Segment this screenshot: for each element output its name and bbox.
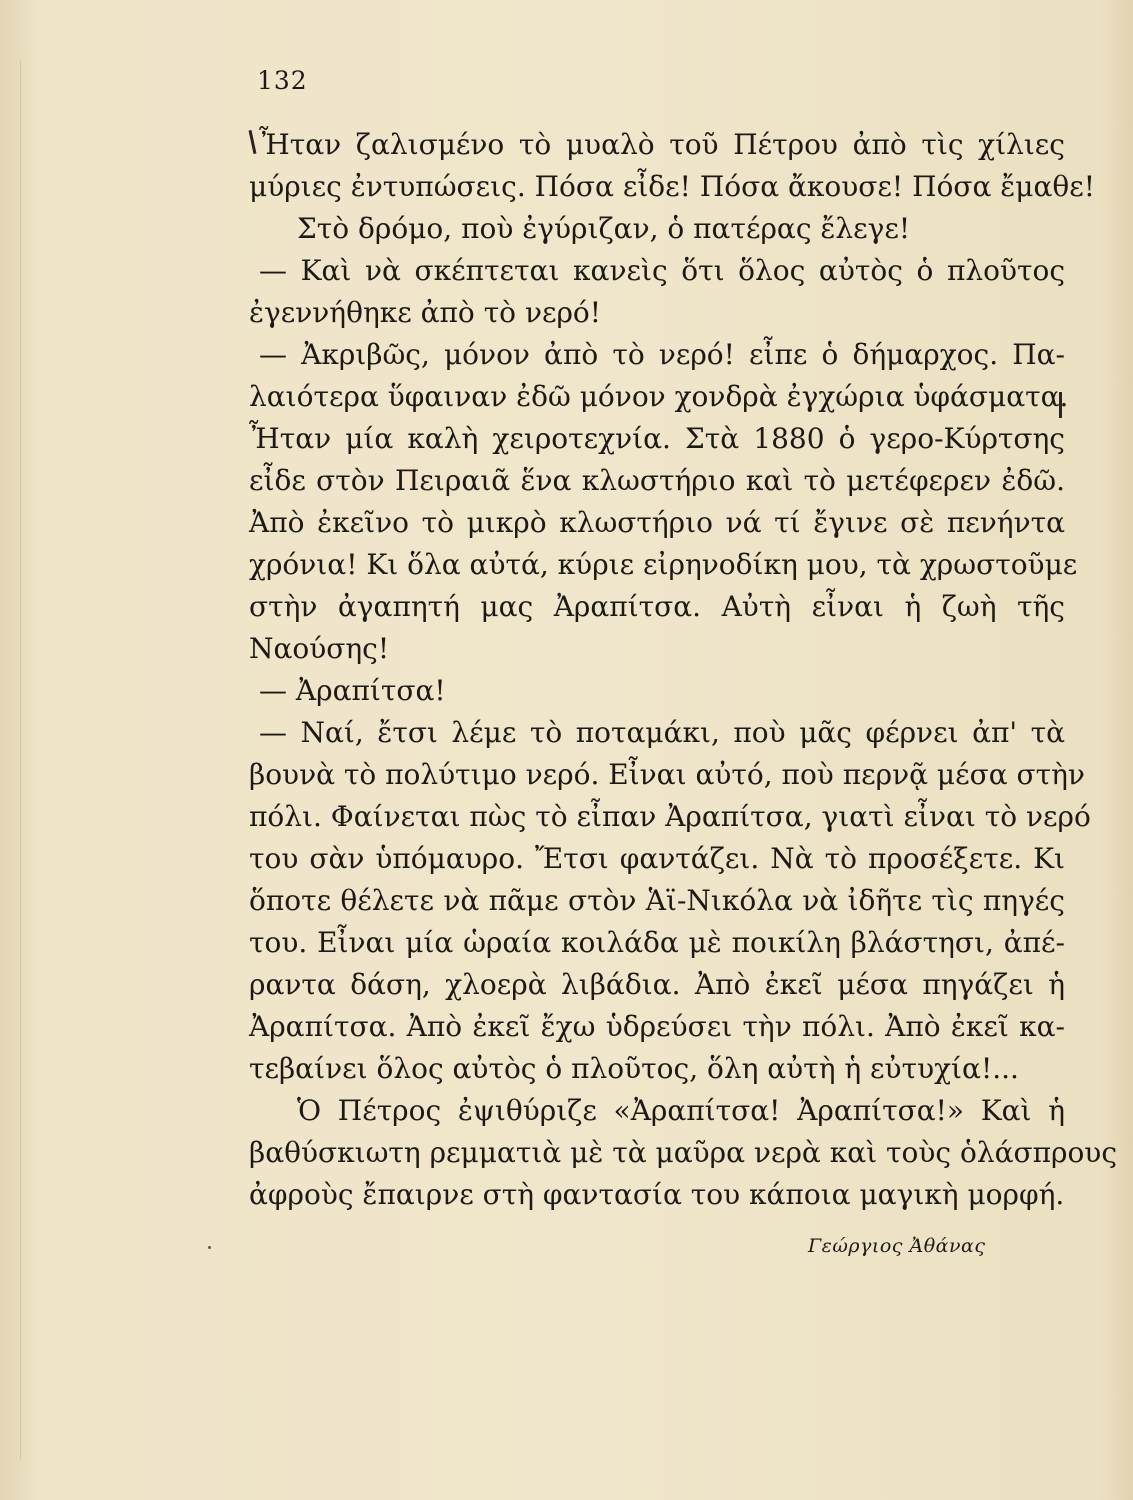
page-binding-edge xyxy=(20,60,21,1460)
text-line: Στὸ δρόμο, ποὺ ἐγύριζαν, ὁ πατέρας ἔλεγε! xyxy=(297,212,911,245)
text-line: χρόνια! Κι ὅλα αὐτά, κύριε εἰρηνοδίκη μου, τὰ χρωστοῦμε xyxy=(249,548,1078,581)
text-line: ὅποτε θέλετε νὰ πᾶμε στὸν Ἁϊ-Νικόλα νὰ ἰδῆτε τὶς πηγές xyxy=(249,884,1065,917)
text-line: Ναούσης! xyxy=(249,632,390,665)
text-line: Ὁ Πέτρος ἐψιθύριζε «Ἀραπίτσα! Ἀραπίτσα!» Καὶ ἡ xyxy=(297,1094,1065,1127)
text-line: του. Εἶναι μία ὡραία κοιλάδα μὲ ποικίλη βλάστησι, ἀπέ- xyxy=(249,926,1065,959)
text-line: τεβαίνει ὅλος αὐτὸς ὁ πλοῦτος, ὅλη αὐτὴ ἡ εὐτυχία!... xyxy=(249,1052,1019,1085)
text-line: Ἦταν ζαλισμένο τὸ μυαλὸ τοῦ Πέτρου ἀπὸ τὶς χίλιες xyxy=(259,128,1065,161)
text-line: μύριες ἐντυπώσεις. Πόσα εἶδε! Πόσα ἄκουσε! Πόσα ἔμαθε! xyxy=(249,170,1096,203)
stray-dot xyxy=(208,1246,211,1249)
text-line: του σὰν ὑπόμαυρο. Ἔτσι φαντάζει. Νὰ τὸ προσέξετε. Κι xyxy=(249,842,1065,875)
text-line: — Καὶ νὰ σκέπτεται κανεὶς ὅτι ὅλος αὐτὸς ὁ πλοῦτος xyxy=(259,254,1065,287)
text-line: ἀφροὺς ἔπαιρνε στὴ φαντασία του κάποια μαγικὴ μορφή. xyxy=(249,1178,1065,1211)
text-line: βαθύσκιωτη ρεμματιὰ μὲ τὰ μαῦρα νερὰ καὶ τοὺς ὁλάσπρους xyxy=(249,1136,1118,1169)
text-line: πόλι. Φαίνεται πὼς τὸ εἶπαν Ἀραπίτσα, γιατὶ εἶναι τὸ νερό xyxy=(249,800,1091,833)
page-number: 132 xyxy=(257,66,308,95)
text-line: Ἀπὸ ἐκεῖνο τὸ μικρὸ κλωστήριο νά τί ἔγινε σὲ πενήντα xyxy=(249,506,1065,539)
text-line: ἐγεννήθηκε ἀπὸ τὸ νερό! xyxy=(249,296,602,329)
text-line: — Ἀραπίτσα! xyxy=(259,674,446,707)
text-line: Ἦταν μία καλὴ χειροτεχνία. Στὰ 1880 ὁ γερο-Κύρτσης xyxy=(249,422,1065,455)
text-line: Ἀραπίτσα. Ἀπὸ ἐκεῖ ἔχω ὑδρεύσει τὴν πόλι. Ἀπὸ ἐκεῖ κα- xyxy=(249,1010,1065,1043)
text-line: εἶδε στὸν Πειραιᾶ ἕνα κλωστήριο καὶ τὸ μετέφερεν ἐδῶ. xyxy=(249,464,1065,497)
text-line: — Ναί, ἔτσι λέμε τὸ ποταμάκι, ποὺ μᾶς φέρνει ἀπ' τὰ xyxy=(259,716,1065,749)
author-signature: Γεώργιος Ἀθάνας xyxy=(808,1235,986,1257)
text-line: ραντα δάση, χλοερὰ λιβάδια. Ἀπὸ ἐκεῖ μέσα πηγάζει ἡ xyxy=(249,968,1065,1001)
text-line: λαιότερα ὕφαιναν ἐδῶ μόνον χονδρὰ ἐγχώρια ὑφάσματα. xyxy=(249,380,1069,413)
text-line: — Ἀκριβῶς, μόνον ἀπὸ τὸ νερό! εἶπε ὁ δήμαρχος. Πα- xyxy=(259,338,1065,371)
text-line: βουνὰ τὸ πολύτιμο νερό. Εἶναι αὐτό, ποὺ περνᾷ μέσα στὴν xyxy=(249,758,1085,791)
text-line: στὴν ἀγαπητή μας Ἀραπίτσα. Αὐτὴ εἶναι ἡ ζωὴ τῆς xyxy=(249,590,1065,623)
story-text xyxy=(249,124,1118,1216)
